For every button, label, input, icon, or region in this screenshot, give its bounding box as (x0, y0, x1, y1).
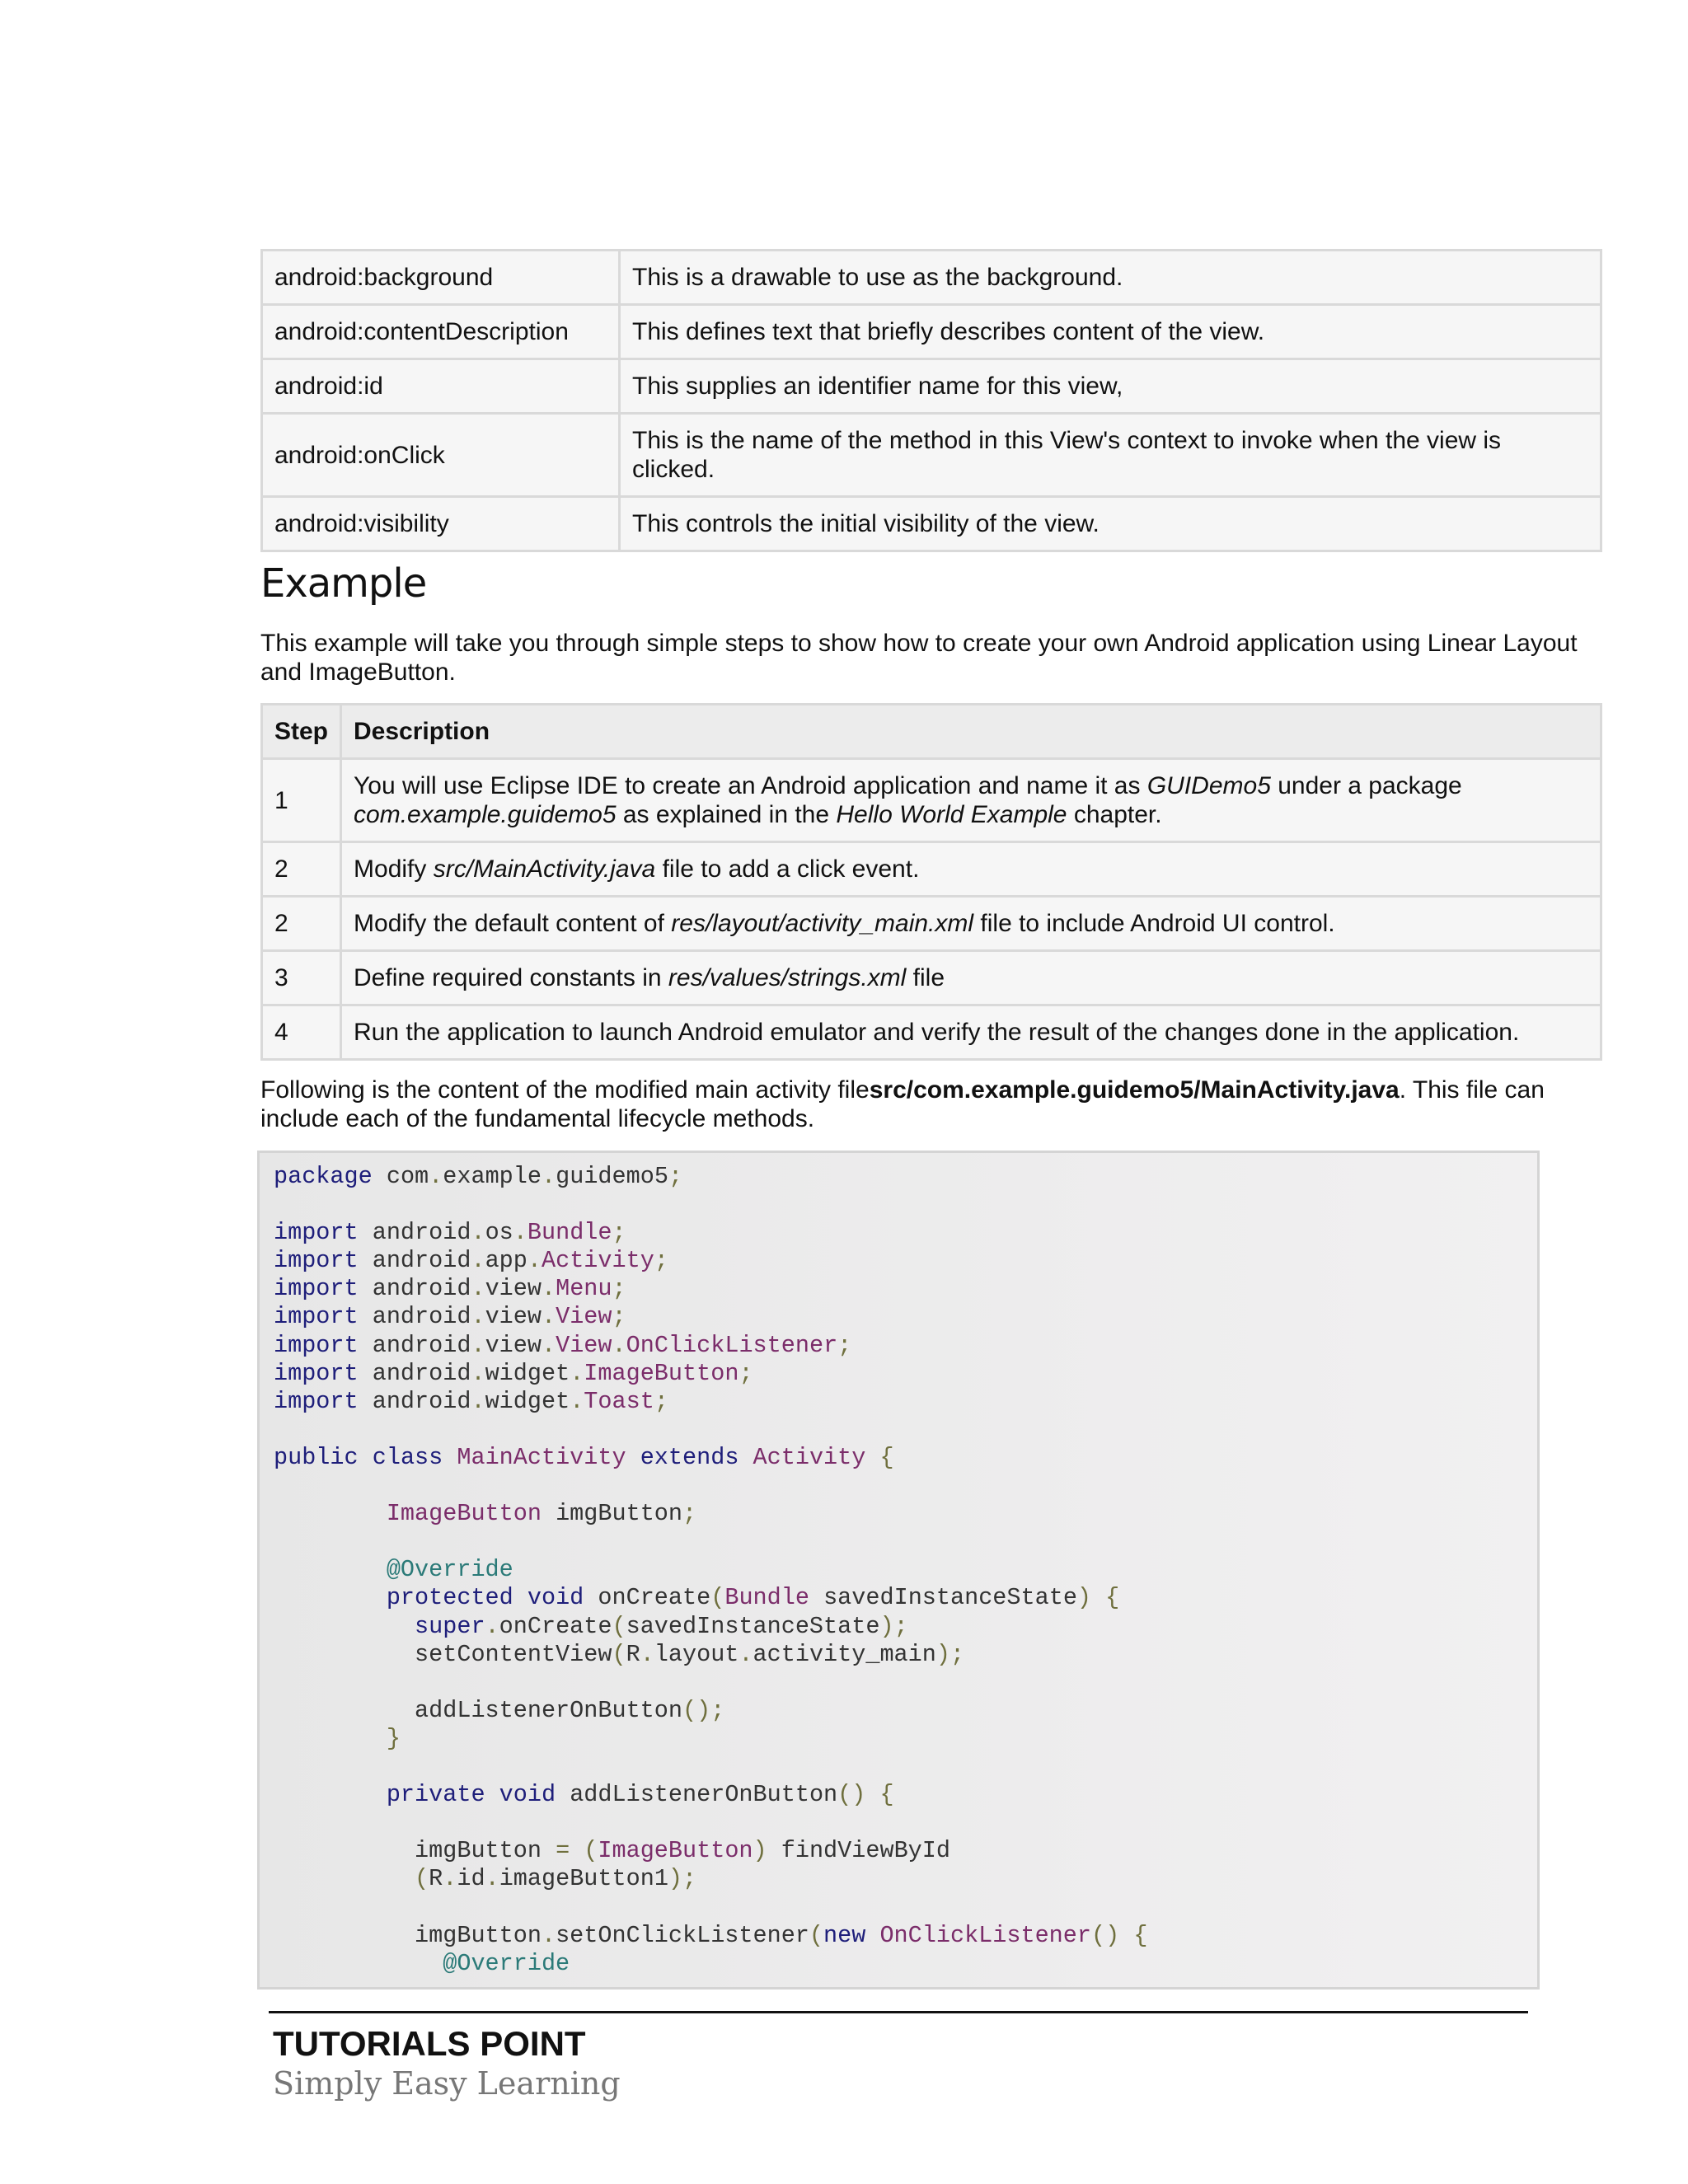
attribute-description: This is the name of the method in this View's context to invoke when the view is clicked. (620, 414, 1601, 497)
description-column-header: Description (341, 705, 1601, 759)
attribute-name: android:background (262, 251, 620, 305)
code-block (257, 1151, 1540, 1990)
attribute-description: This defines text that briefly describes content of the view. (620, 305, 1601, 359)
table-row (262, 759, 1601, 842)
step-description: Define required constants in res/values/strings.xml file (341, 951, 1601, 1005)
attribute-description: This controls the initial visibility of the view. (620, 497, 1601, 551)
step-number: 2 (262, 897, 341, 951)
section-heading: Example (260, 560, 427, 607)
table-row (262, 359, 1601, 414)
step-column-header: Step (262, 705, 341, 759)
footer-divider (269, 2011, 1528, 2013)
attribute-description: This is a drawable to use as the background. (620, 251, 1601, 305)
attribute-name: android:onClick (262, 414, 620, 497)
footer-tagline: Simply Easy Learning (273, 2065, 621, 2102)
table-row (262, 305, 1601, 359)
intro-paragraph: This example will take you through simple steps to show how to create your own Android application using Linear Layout and ImageButton. (260, 630, 1578, 686)
table-row (262, 1005, 1601, 1060)
table-row (262, 842, 1601, 897)
file-name: src/com.example.guidemo5/MainActivity.java (869, 1076, 1400, 1104)
attribute-name: android:id (262, 359, 620, 414)
file-path: res/values/strings.xml (668, 964, 907, 991)
attribute-name: android:contentDescription (262, 305, 620, 359)
attributes-table (260, 249, 1602, 552)
file-path: src/MainActivity.java (433, 855, 656, 883)
step-description: Modify the default content of res/layout/activity_main.xml file to include Android UI control. (341, 897, 1601, 951)
attribute-description: This supplies an identifier name for this view, (620, 359, 1601, 414)
step-description: Modify src/MainActivity.java file to add a click event. (341, 842, 1601, 897)
chapter-reference: Hello World Example (836, 801, 1067, 828)
code-intro-paragraph: Following is the content of the modified main activity filesrc/com.example.guidemo5/MainActivity.java. This file can include each of the fundamental lifecycle methods. (260, 1076, 1545, 1132)
step-number: 2 (262, 842, 341, 897)
step-number: 3 (262, 951, 341, 1005)
step-number: 1 (262, 759, 341, 842)
footer-brand: TUTORIALS POINT (273, 2024, 586, 2063)
table-row (262, 414, 1601, 497)
step-number: 4 (262, 1005, 341, 1060)
attribute-name: android:visibility (262, 497, 620, 551)
package-name: com.example.guidemo5 (354, 801, 617, 828)
code-listing: package com.example.guidemo5; import android.os.Bundle; import android.app.Activity; import android.view.Menu; import android.view.View; import android.view.View.OnClickListener; import android.widget.ImageButton; import android.widget.Toast; public class MainActivity extends Activity { ImageButton imgButton; @Override protected void onCreate(Bundle savedInstanceState) { super.onCreate(savedInstanceState); setContentView(R.layout.activity_main); addListenerOnButton(); } private void addListenerOnButton() { imgButton = (ImageButton) findViewById (R.id.imageButton1); imgButton.setOnClickListener(new OnClickListener() { @Override (274, 1163, 1148, 1977)
table-row (262, 897, 1601, 951)
project-name: GUIDemo5 (1146, 772, 1271, 799)
step-description: You will use Eclipse IDE to create an Android application and name it as GUIDemo5 under a package com.example.guidemo5 as explained in the Hello World Example chapter. (341, 759, 1601, 842)
table-row (262, 251, 1601, 305)
table-row (262, 497, 1601, 551)
step-description: Run the application to launch Android emulator and verify the result of the changes done in the application. (341, 1005, 1601, 1060)
file-path: res/layout/activity_main.xml (671, 910, 974, 937)
table-header-row (262, 705, 1601, 759)
steps-table (260, 703, 1602, 1061)
table-row (262, 951, 1601, 1005)
